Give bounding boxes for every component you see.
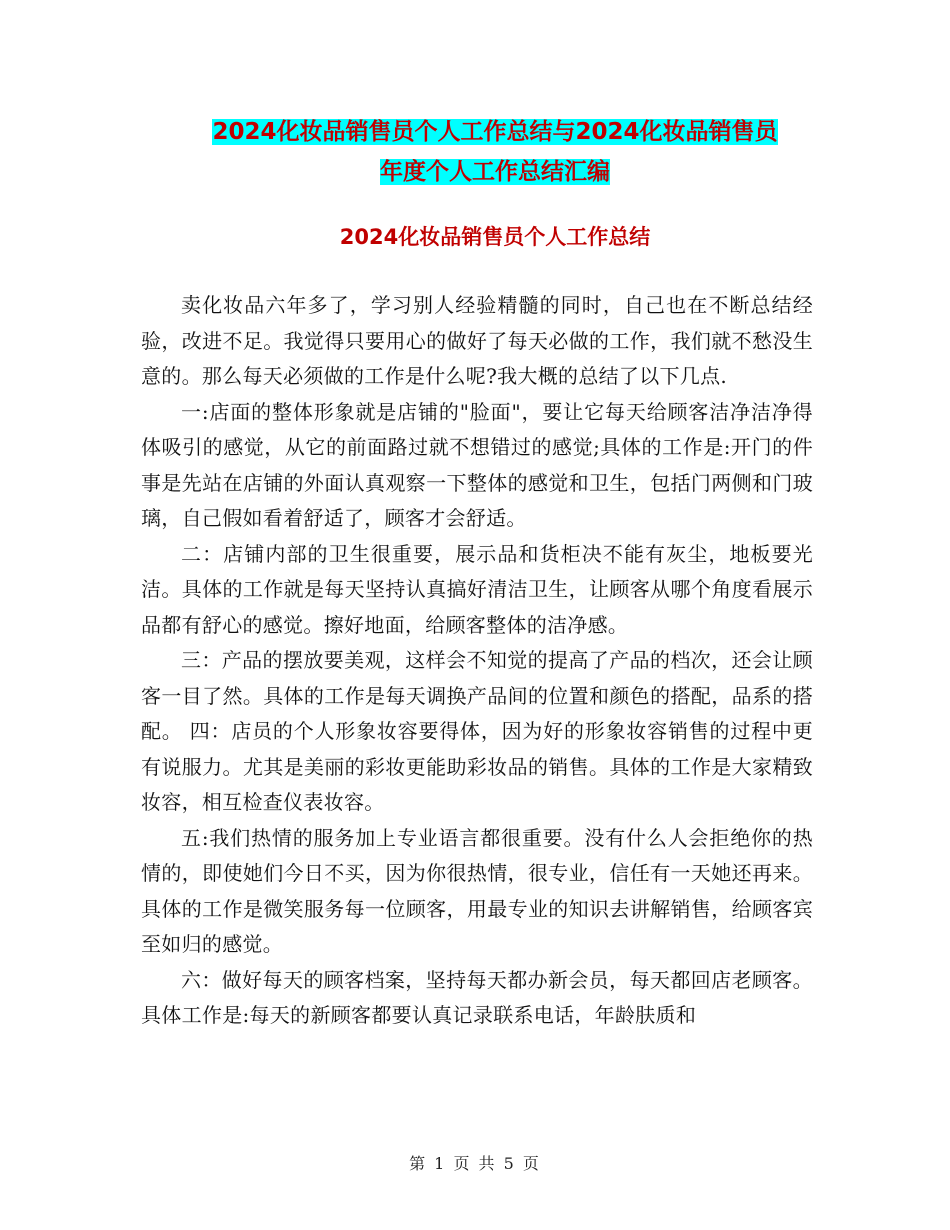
paragraph-point-1: 一:店面的整体形象就是店铺的"脸面"，要让它每天给顾客洁净洁净得体吸引的感觉，从它的前面路过就不想错过的感觉;具体的工作是:开门的件事是先站在店铺的外面认真观察一下整体的感觉和卫生，包括门两侧和门玻璃，自己假如看着舒适了，顾客才会舒适。 bbox=[141, 399, 813, 530]
title-line-2: 年度个人工作总结汇编 bbox=[380, 159, 610, 185]
paragraph-point-2: 二：店铺内部的卫生很重要，展示品和货柜决不能有灰尘，地板要光洁。具体的工作就是每天坚持认真搞好清洁卫生，让顾客从哪个角度看展示品都有舒心的感觉。擦好地面，给顾客整体的洁净感。 bbox=[141, 541, 813, 637]
page-number: 第 1 页 共 5 页 bbox=[409, 1154, 541, 1173]
paragraph-point-3-4: 三：产品的摆放要美观，这样会不知觉的提高了产品的档次，还会让顾客一目了然。具体的工作是每天调换产品间的位置和颜色的搭配，品系的搭配。 四：店员的个人形象妆容要得体，因为好的形象妆容销售的过程中更有说服力。尤其是美丽的彩妆更能助彩妆品的销售。具体的工作是大家精致妆容，相互检查仪表妆容。 bbox=[141, 648, 813, 814]
paragraph-intro: 卖化妆品六年多了，学习别人经验精髓的同时，自己也在不断总结经验，改进不足。我觉得只要用心的做好了每天必做的工作，我们就不愁没生意的。那么每天必须做的工作是什么呢?我大概的总结了以下几点. bbox=[141, 293, 813, 388]
title-line-1: 2024化妆品销售员个人工作总结与2024化妆品销售员 bbox=[212, 119, 778, 145]
section-heading: 2024化妆品销售员个人工作总结 bbox=[339, 225, 651, 249]
document-body bbox=[141, 288, 813, 1034]
page-footer bbox=[0, 1152, 950, 1176]
document-title bbox=[140, 112, 850, 192]
paragraph-point-6: 六：做好每天的顾客档案，坚持每天都办新会员，每天都回店老顾客。具体工作是:每天的新顾客都要认真记录联系电话，年龄肤质和 bbox=[141, 967, 813, 1027]
paragraph-point-5: 五:我们热情的服务加上专业语言都很重要。没有什么人会拒绝你的热情的，即使她们今日不买，因为你很热情，很专业，信任有一天她还再来。具体的工作是微笑服务每一位顾客，用最专业的知识去讲解销售，给顾客宾至如归的感觉。 bbox=[141, 825, 813, 956]
